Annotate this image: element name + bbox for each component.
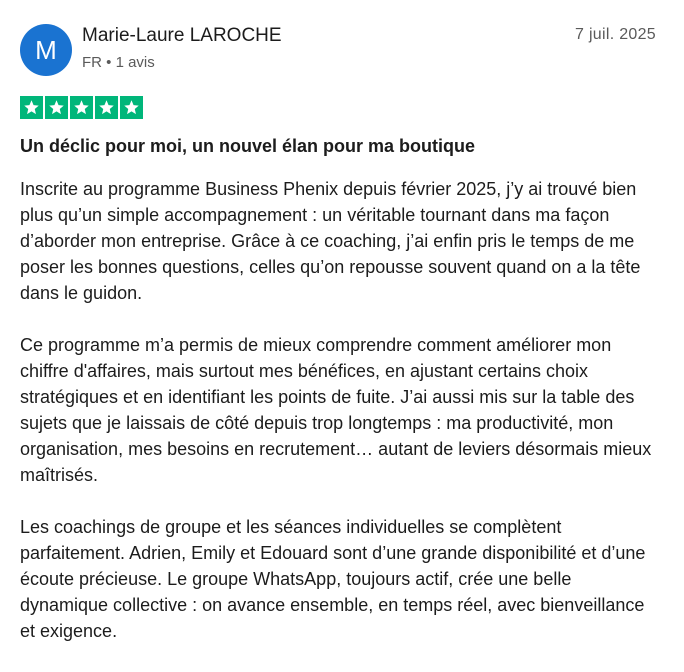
review-paragraph: Ce programme m’a permis de mieux comprendre comment améliorer mon chiffre d'affaires, mais surtout mes bénéfices, en ajustant certains choix stratégiques et en identifiant les points de fuite. J’ai aussi mis sur la table des sujets que je laissais de côté depuis trop longtemps : ma productivité, mon organisation, mes besoins en recrutement… autant de leviers désormais mieux maîtrisés. [20, 335, 652, 485]
review-date: 7 juil. 2025 [575, 26, 656, 43]
star-icon [120, 96, 143, 119]
review-paragraph: Les coachings de groupe et les séances individuelles se complètent parfaitement. Adrien, Emily et Edouard sont d’une grande disponibilité et d’une écoute précieuse. Le groupe WhatsApp, toujours actif, crée une belle dynamique collective : on avance ensemble, en temps réel, avec bienveillance et exigence. [20, 517, 646, 641]
review-body [20, 176, 662, 670]
review-title: Un déclic pour moi, un nouvel élan pour ma boutique [20, 136, 476, 156]
reviewer-name[interactable]: Marie-Laure LAROCHE [82, 25, 282, 46]
review-header [20, 24, 656, 76]
star-icon [95, 96, 118, 119]
star-icon [45, 96, 68, 119]
reviewer-meta: FR • 1 avis [82, 54, 155, 71]
star-icon [20, 96, 43, 119]
review-paragraph: Inscrite au programme Business Phenix depuis février 2025, j’y ai trouvé bien plus qu’un simple accompagnement : un véritable tournant dans ma façon d’aborder mon entreprise. Grâce à ce coaching, j’ai enfin pris le temps de me poser les bonnes questions, celles qu’on repousse souvent quand on a la tête dans le guidon. [20, 179, 641, 303]
avatar[interactable]: M [20, 24, 72, 76]
star-rating [20, 96, 143, 119]
star-icon [70, 96, 93, 119]
